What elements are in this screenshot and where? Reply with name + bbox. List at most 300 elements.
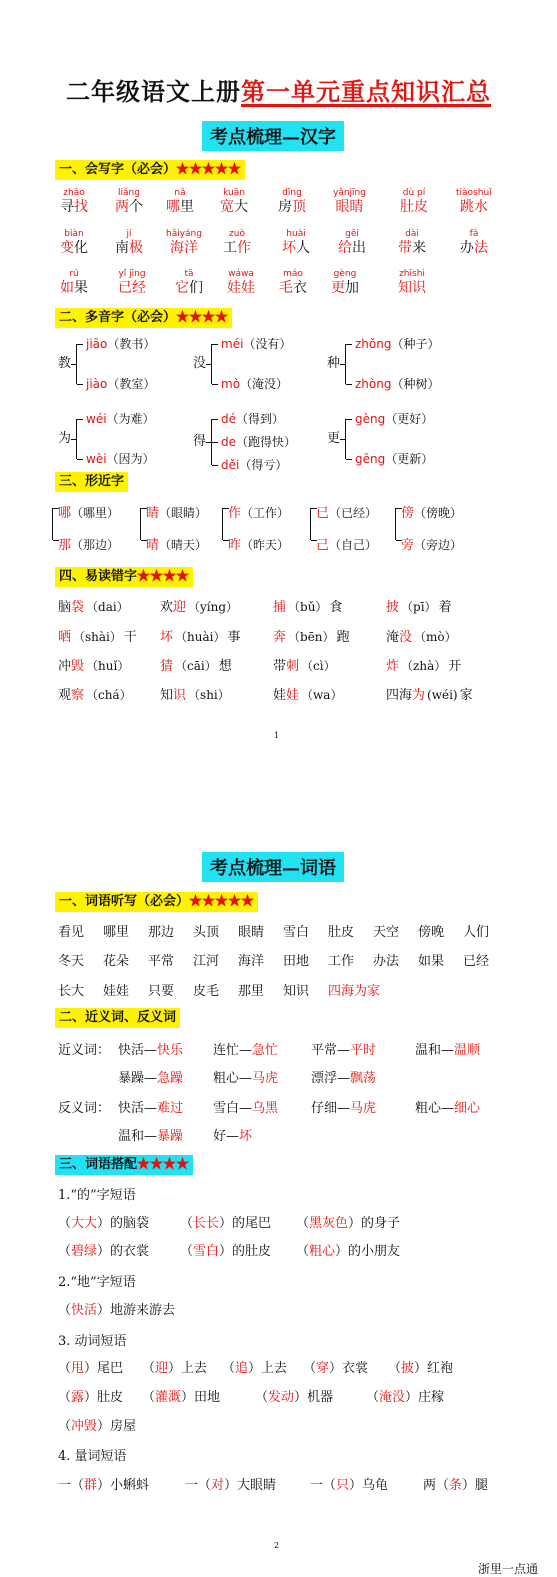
pinyin: mò (221, 377, 241, 391)
pinyin-word (166, 229, 202, 257)
pinyin: （dai） (86, 600, 129, 614)
misread-item: 娃娃 （wa） (273, 688, 343, 703)
bracket-tick (340, 364, 346, 365)
bracket-line (345, 419, 346, 459)
pinyin: huài (286, 229, 306, 239)
highlight-word: 黑灰色 (309, 1216, 349, 1231)
highlight-word: 甩 (71, 1361, 85, 1376)
collocation-phrase: （发动）机器 (255, 1390, 334, 1405)
pinyin: （shi） (188, 688, 230, 702)
word-text (118, 280, 146, 296)
pinyin: tiàoshuǐ (456, 188, 492, 198)
hanzi-word (60, 279, 88, 297)
dictation-word: 办法 (373, 954, 400, 969)
similar-char (146, 534, 207, 553)
similar-char (228, 502, 289, 521)
hanzi-word (227, 279, 255, 297)
misread-item: 欢迎 （yíng） (160, 600, 239, 615)
highlight-word: 平时 (350, 1043, 377, 1058)
highlight-word: 急忙 (252, 1043, 279, 1058)
polyphonic-reading (355, 450, 433, 467)
highlight-char: 娃 (286, 688, 300, 703)
highlight-word: 坏 (239, 1129, 253, 1144)
collocation-phrase: （迎）上去 (142, 1361, 208, 1376)
pinyin: zuò (229, 229, 245, 239)
pinyin-word (333, 188, 366, 216)
pinyin: gēng (355, 452, 386, 466)
word-text: 哪里 (166, 199, 194, 215)
highlight-char: 跳水 (459, 199, 488, 215)
highlight-char: 察 (71, 688, 85, 703)
pinyin-word (115, 229, 143, 257)
antonym-pair: 仔细—马虎 (311, 1101, 377, 1116)
example-word: （哪里） (71, 506, 120, 520)
dictation-word: 傍晚 (418, 925, 445, 940)
example-word: （工作） (241, 506, 290, 520)
highlight-word: 马虎 (252, 1071, 279, 1086)
highlight-word: 温顺 (454, 1043, 481, 1058)
pinyin: děi (221, 458, 240, 472)
pinyin: rú (69, 269, 79, 279)
dictation-word: 海洋 (238, 954, 265, 969)
section-header-polyphonic (55, 308, 232, 328)
pinyin: zhīshi (399, 269, 425, 279)
hanzi-word (60, 198, 88, 216)
highlight-word: 碧绿 (71, 1244, 98, 1259)
highlight-char: 没 (399, 630, 413, 645)
polyphonic-char: 教 (58, 356, 72, 371)
highlight-word: 对 (211, 1478, 225, 1493)
stars-rating: ★★★★★ (189, 894, 255, 909)
measure-phrase: 一（只）乌龟 (310, 1478, 389, 1493)
pinyin: (wéi) (427, 688, 458, 702)
hanzi-word (115, 239, 143, 257)
page-title (0, 72, 557, 107)
synonym-pair: 暴躁—急躁 (118, 1071, 184, 1086)
antonym-pair: 好—坏 (213, 1129, 253, 1144)
misread-item: 观察 （chá） (58, 688, 132, 703)
stars-rating: ★★★★★ (176, 162, 242, 177)
antonym-pair: 快活—难过 (118, 1101, 184, 1116)
highlight-word: 细心 (454, 1101, 481, 1116)
bracket-tick (212, 344, 218, 345)
collocation-phrase: （粗心）的小朋友 (296, 1244, 401, 1259)
misread-item: 猜 （cāi） 想 (160, 659, 232, 674)
section-label: 二、近义词、反义词 (59, 1010, 177, 1025)
dictation-word: 雪白 (283, 925, 310, 940)
dictation-word: 花朵 (103, 954, 130, 969)
section-header-synonyms (55, 1008, 180, 1028)
bracket-line (140, 508, 141, 540)
highlight-char: 傍 (401, 506, 415, 521)
polyphonic-char: 更 (327, 431, 341, 446)
polyphonic-reading (86, 335, 155, 352)
highlight-char: 带 (398, 240, 412, 256)
highlight-char: 给 (338, 240, 352, 256)
section-header-dictation (55, 892, 258, 912)
dictation-word: 肚皮 (328, 925, 355, 940)
bracket-tick (77, 384, 83, 385)
polyphonic-reading (221, 456, 287, 473)
section-label: 三、词语搭配 (59, 1157, 138, 1172)
example-word: （得到） (236, 412, 285, 426)
polyphonic-char: 为 (58, 431, 72, 446)
pinyin: jiāo (86, 337, 108, 351)
pinyin: （cì） (301, 659, 336, 673)
word-text: 它们 (175, 280, 203, 296)
stars-rating: ★★★★ (176, 310, 229, 325)
pinyin: dé (221, 412, 236, 426)
section-label: 一、词语听写（必会） (59, 894, 190, 909)
hanzi-word (398, 239, 426, 257)
hanzi-word (460, 239, 488, 257)
highlight-char: 坏 (160, 630, 174, 645)
dictation-word: 皮毛 (193, 984, 220, 999)
subsection-title: 2.“地”字短语 (58, 1275, 136, 1290)
polyphonic-reading (86, 410, 155, 427)
pinyin-word (223, 229, 251, 257)
highlight-char: 毛 (279, 280, 293, 296)
pinyin-word (456, 188, 492, 216)
collocation-phrase: （长长）的尾巴 (180, 1216, 272, 1231)
highlight-char: 晒 (58, 630, 72, 645)
example-word: （教书） (107, 337, 156, 351)
highlight-char: 顶 (292, 199, 306, 215)
collocation-phrase: （穿）衣裳 (303, 1361, 369, 1376)
pinyin-word (60, 229, 88, 257)
word-text: 变化 (60, 240, 88, 256)
bracket-tick (206, 364, 212, 365)
highlight-char: 作 (237, 240, 251, 256)
pinyin: kuān (223, 188, 245, 198)
pinyin: yǐ jīng (118, 269, 146, 279)
bracket-tick (71, 439, 77, 440)
highlight-char: 更 (331, 280, 345, 296)
highlight-char: 迎 (173, 600, 187, 615)
highlight-char: 宽 (220, 199, 234, 215)
example-word: （更新） (385, 452, 434, 466)
pinyin-word (118, 269, 146, 297)
section-banner-ciyu: 考点梳理—词语 (202, 852, 344, 882)
pinyin: jiào (86, 377, 108, 391)
pinyin: gèng (355, 412, 386, 426)
highlight-char: 识 (173, 688, 187, 703)
highlight-char: 肚皮 (400, 199, 428, 215)
section-header-write (55, 160, 245, 180)
pinyin: wéi (86, 412, 107, 426)
highlight-word: 只 (336, 1478, 350, 1493)
section-header-misread (55, 567, 193, 587)
subsection-title: 1.“的”字短语 (58, 1188, 136, 1203)
word-text: 宽大 (220, 199, 248, 215)
dictation-word: 工作 (328, 954, 355, 969)
pinyin: de (221, 435, 236, 449)
word-text (460, 199, 488, 215)
highlight-char: 海洋 (169, 240, 198, 256)
highlight-word: 马虎 (350, 1101, 377, 1116)
dictation-word: 头顶 (193, 925, 220, 940)
section-label: 一、会写字（必会） (59, 162, 177, 177)
hanzi-word (333, 198, 366, 216)
similar-char (316, 502, 377, 521)
highlight-char: 炸 (386, 659, 400, 674)
word-text (227, 280, 255, 296)
bracket-tick (346, 384, 352, 385)
example-word: （自己） (329, 538, 378, 552)
highlight-char: 袋 (71, 600, 85, 615)
bracket-tick (212, 465, 218, 466)
misread-item: 冲毁 （huǐ） (58, 659, 130, 674)
bracket-line (345, 344, 346, 384)
misread-item: 带刺 （cì） (273, 659, 336, 674)
example-word: （晴天） (159, 538, 208, 552)
dictation-word: 看见 (58, 925, 85, 940)
collocation-phrase: （披）红袍 (388, 1361, 454, 1376)
misread-item: 晒 （shài） 干 (58, 630, 137, 645)
bracket-tick (77, 344, 83, 345)
section-label: 四、易读错字 (59, 569, 138, 584)
collocation-phrase: （露）肚皮 (58, 1390, 124, 1405)
example-word: （教室） (107, 377, 156, 391)
word-text: 给出 (338, 240, 366, 256)
collocation-phrase: （冲毁）房屋 (58, 1419, 137, 1434)
misread-item: 披 （pī） 着 (386, 600, 452, 615)
similar-char (146, 502, 207, 521)
highlight-word: 大大 (71, 1216, 98, 1231)
antonym-label: 反义词： (58, 1101, 111, 1116)
highlight-char: 坏 (282, 240, 296, 256)
example-word: （种树） (391, 377, 440, 391)
dictation-word: 那里 (238, 984, 265, 999)
highlight-char: 两 (115, 199, 129, 215)
highlight-char: 哪 (58, 506, 72, 521)
dictation-word: 长大 (58, 984, 85, 999)
polyphonic-reading (221, 410, 284, 427)
pinyin: wèi (86, 452, 107, 466)
highlight-char: 作 (228, 506, 242, 521)
polyphonic-char: 种 (327, 356, 341, 371)
hanzi-word (223, 239, 251, 257)
example-word: （傍晚） (414, 506, 463, 520)
pinyin-word (166, 188, 194, 216)
polyphonic-reading (86, 450, 155, 467)
word-text: 寻找 (60, 199, 88, 215)
dictation-word: 如果 (418, 954, 445, 969)
pinyin: zhǎo (63, 188, 85, 198)
misread-item: 奔 （bēn） 跑 (273, 630, 350, 645)
polyphonic-reading (86, 375, 155, 392)
measure-phrase: 一（对）大眼睛 (185, 1478, 277, 1493)
hanzi-word (166, 239, 202, 257)
dictation-word: 眼睛 (238, 925, 265, 940)
synonym-pair: 平常—平时 (311, 1043, 377, 1058)
page-number: 2 (274, 1541, 280, 1550)
bracket-tick (212, 442, 218, 443)
synonym-pair: 漂浮—飘荡 (311, 1071, 377, 1086)
pinyin: jí (126, 229, 132, 239)
bracket-tick (346, 459, 352, 460)
highlight-char: 找 (74, 199, 88, 215)
word-text (170, 240, 198, 256)
pinyin-word (282, 229, 310, 257)
pinyin-word (279, 269, 307, 297)
word-text: 工作 (223, 240, 251, 256)
dictation-word: 只要 (148, 984, 175, 999)
highlight-word: 快活 (71, 1303, 98, 1318)
pinyin-word (115, 188, 143, 216)
highlight-char: 奔 (273, 630, 287, 645)
pinyin: （huài） (175, 630, 226, 644)
highlight-char: 毁 (71, 659, 85, 674)
pinyin: （bǔ） (288, 600, 328, 614)
example-word: （淹没） (240, 377, 289, 391)
word-text: 如果 (60, 280, 88, 296)
word-text: 坏人 (282, 240, 310, 256)
pinyin-word (175, 269, 203, 297)
pinyin: zhǒng (355, 337, 392, 351)
pinyin: liǎng (118, 188, 140, 198)
polyphonic-char: 得 (193, 434, 207, 449)
polyphonic-reading (221, 335, 291, 352)
highlight-word: 粗心 (309, 1244, 336, 1259)
highlight-word: 条 (449, 1478, 463, 1493)
word-text: 毛衣 (279, 280, 307, 296)
dictation-word: 知识 (283, 984, 310, 999)
page-number: 1 (274, 731, 280, 740)
misread-item: 炸 （zhà） 开 (386, 659, 462, 674)
bracket-tick (77, 419, 83, 420)
highlight-char: 刺 (286, 659, 300, 674)
highlight-word: 难过 (157, 1101, 184, 1116)
pinyin: nǎ (174, 188, 186, 198)
highlight-word: 灌溉 (155, 1390, 182, 1405)
title-part1: 二年级语文上册 (66, 77, 241, 106)
pinyin-word (60, 269, 88, 297)
word-text (398, 280, 426, 296)
misread-item: 四海为 (wéi) 家 (386, 688, 473, 703)
hanzi-word (175, 279, 203, 297)
highlight-word: 乌黑 (252, 1101, 279, 1116)
section-header-collocation (55, 1155, 193, 1175)
hanzi-word (398, 279, 426, 297)
polyphonic-reading (355, 410, 433, 427)
bracket-line (52, 508, 53, 540)
example-word: （没有） (243, 337, 292, 351)
pinyin: dù pí (402, 188, 426, 198)
highlight-char: 昨 (228, 538, 242, 553)
highlight-char: 娃娃 (227, 280, 255, 296)
word-text (400, 199, 428, 215)
highlight-word: 飘荡 (350, 1071, 377, 1086)
hanzi-word (60, 239, 88, 257)
pinyin: （chá） (86, 688, 132, 702)
example-word: （种子） (391, 337, 440, 351)
measure-phrase: 一（群）小蝌蚪 (58, 1478, 150, 1493)
collocation-phrase: （灌溉）田地 (142, 1390, 221, 1405)
title-part2: 第一单元重点知识汇总 (241, 77, 491, 106)
pinyin: （cāi） (175, 659, 217, 673)
example-word: （跑得快） (236, 435, 297, 449)
word-text: 两个 (115, 199, 143, 215)
hanzi-word (282, 239, 310, 257)
antonym-pair: 雪白—乌黑 (213, 1101, 279, 1116)
bracket-tick (346, 344, 352, 345)
highlight-char: 睛 (146, 506, 160, 521)
highlight-char: 法 (474, 240, 488, 256)
highlight-word: 雪白 (193, 1244, 220, 1259)
pinyin: hǎiyáng (166, 229, 202, 239)
synonym-label: 近义词： (58, 1043, 111, 1058)
hanzi-word (278, 198, 306, 216)
dictation-word: 已经 (463, 954, 490, 969)
dictation-word: 娃娃 (103, 984, 130, 999)
misread-item: 捕 （bǔ） 食 (273, 600, 343, 615)
pinyin: biàn (64, 229, 84, 239)
collocation-phrase: （碧绿）的衣裳 (58, 1244, 150, 1259)
similar-char (401, 534, 462, 553)
hanzi-word (400, 198, 428, 216)
pinyin-word (398, 269, 426, 297)
synonym-pair: 温和—温顺 (415, 1043, 481, 1058)
pinyin-word (460, 229, 488, 257)
collocation-phrase: （快活）地游来游去 (58, 1303, 176, 1318)
highlight-char: 猜 (160, 659, 174, 674)
highlight-char: 旁 (401, 538, 415, 553)
antonym-pair: 粗心—细心 (415, 1101, 481, 1116)
collocation-phrase: （甩）尾巴 (58, 1361, 124, 1376)
highlight-char: 晴 (146, 538, 160, 553)
pinyin: （mò） (414, 630, 457, 644)
highlight-char: 那 (58, 538, 72, 553)
hanzi-word (166, 198, 194, 216)
example-word: （眼睛） (159, 506, 208, 520)
highlight-word: 穿 (316, 1361, 330, 1376)
collocation-phrase: （大大）的脑袋 (58, 1216, 150, 1231)
pinyin: gèng (333, 269, 357, 279)
pinyin: gěi (345, 229, 359, 239)
bracket-line (211, 419, 212, 465)
highlight-word: 暴躁 (157, 1129, 184, 1144)
similar-char (228, 534, 289, 553)
highlight-char: 为 (412, 688, 426, 703)
highlight-word: 发动 (268, 1390, 295, 1405)
highlight-word: 冲毁 (71, 1419, 98, 1434)
word-text (335, 199, 363, 215)
bracket-tick (71, 364, 77, 365)
similar-char (401, 502, 462, 521)
pinyin: （pī） (401, 600, 437, 614)
highlight-char: 变 (60, 240, 74, 256)
section-label: 三、形近字 (59, 474, 125, 489)
synonym-pair: 粗心—马虎 (213, 1071, 279, 1086)
highlight-word: 迎 (155, 1361, 169, 1376)
highlight-word: 急躁 (157, 1071, 184, 1086)
pinyin-word (278, 188, 306, 216)
highlight-word: 披 (401, 1361, 415, 1376)
hanzi-word (279, 279, 307, 297)
polyphonic-reading (355, 335, 439, 352)
highlight-char: 已经 (118, 280, 146, 296)
subsection-title: 3. 动词短语 (58, 1334, 127, 1349)
highlight-char: 知识 (398, 280, 426, 296)
measure-phrase: 两（条）腿 (423, 1478, 489, 1493)
similar-char (58, 534, 119, 553)
hanzi-word (456, 198, 492, 216)
highlight-word: 露 (71, 1390, 85, 1405)
collocation-phrase: （淹没）庄稼 (366, 1390, 445, 1405)
collocation-phrase: （黑灰色）的身子 (296, 1216, 401, 1231)
example-word: （已经） (329, 506, 378, 520)
